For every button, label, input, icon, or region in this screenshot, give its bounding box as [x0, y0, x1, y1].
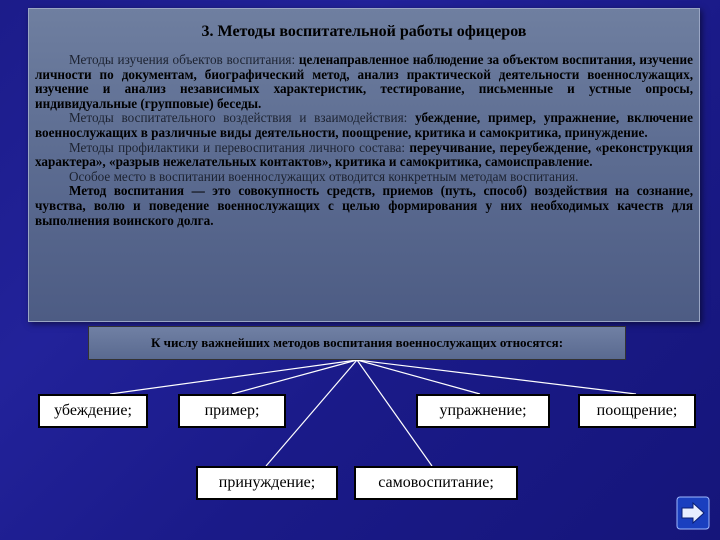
paragraph-lead: Методы воспитательного воздействия и взаимодействия:: [69, 110, 408, 126]
connector-line: [110, 360, 357, 394]
paragraph-lead: Методы изучения объектов воспитания:: [69, 52, 296, 67]
next-arrow-icon[interactable]: [676, 496, 710, 530]
page-title: 3. Методы воспитательной работы офицеров: [201, 23, 527, 40]
paragraph-text: Метод воспитания — это совокупность средств, приемов (путь, способ) воздействия на сознание, чувства, волю и поведение военнослужащих с целью формирования у них необходимых качеств для выполнения воинского долга.: [35, 183, 693, 228]
method-box-coercion: принуждение;: [196, 466, 338, 500]
paragraph-text: переучивание, переубеждение, «реконструкция характера», «разрыв нежелательных контактов», критика и самокритика, самоисправление.: [35, 139, 693, 170]
connector-line: [357, 360, 480, 394]
method-box-encouragement: поощрение;: [578, 394, 696, 428]
method-box-example: пример;: [178, 394, 286, 428]
method-box-exercise: упражнение;: [416, 394, 550, 428]
method-box-self-education: самовоспитание;: [354, 466, 518, 500]
paragraph-lead: Особое место в воспитании военнослужащих отводится конкретным методам воспитания.: [69, 168, 579, 184]
connector-line: [357, 360, 636, 394]
methods-header-box: К числу важнейших методов воспитания военнослужащих относятся:: [88, 326, 626, 360]
paragraph-text: убеждение, пример, упражнение, включение военнослужащих в различные виды деятельности, поощрение, критика и самокритика, принуждение.: [35, 110, 694, 140]
paragraph-text: целенаправленное наблюдение за объектом воспитания, изучение личности по документам, биографический метод, анализ практической деятельности военнослужащих, изучение и анализ независимых характеристик, тестирование, письменные и устные опросы, индивидуальные (групповые) беседы.: [35, 52, 693, 111]
connector-line: [232, 360, 357, 394]
method-box-persuasion: убеждение;: [38, 394, 148, 428]
paragraph-lead: Методы профилактики и перевоспитания личного состава:: [69, 139, 406, 155]
